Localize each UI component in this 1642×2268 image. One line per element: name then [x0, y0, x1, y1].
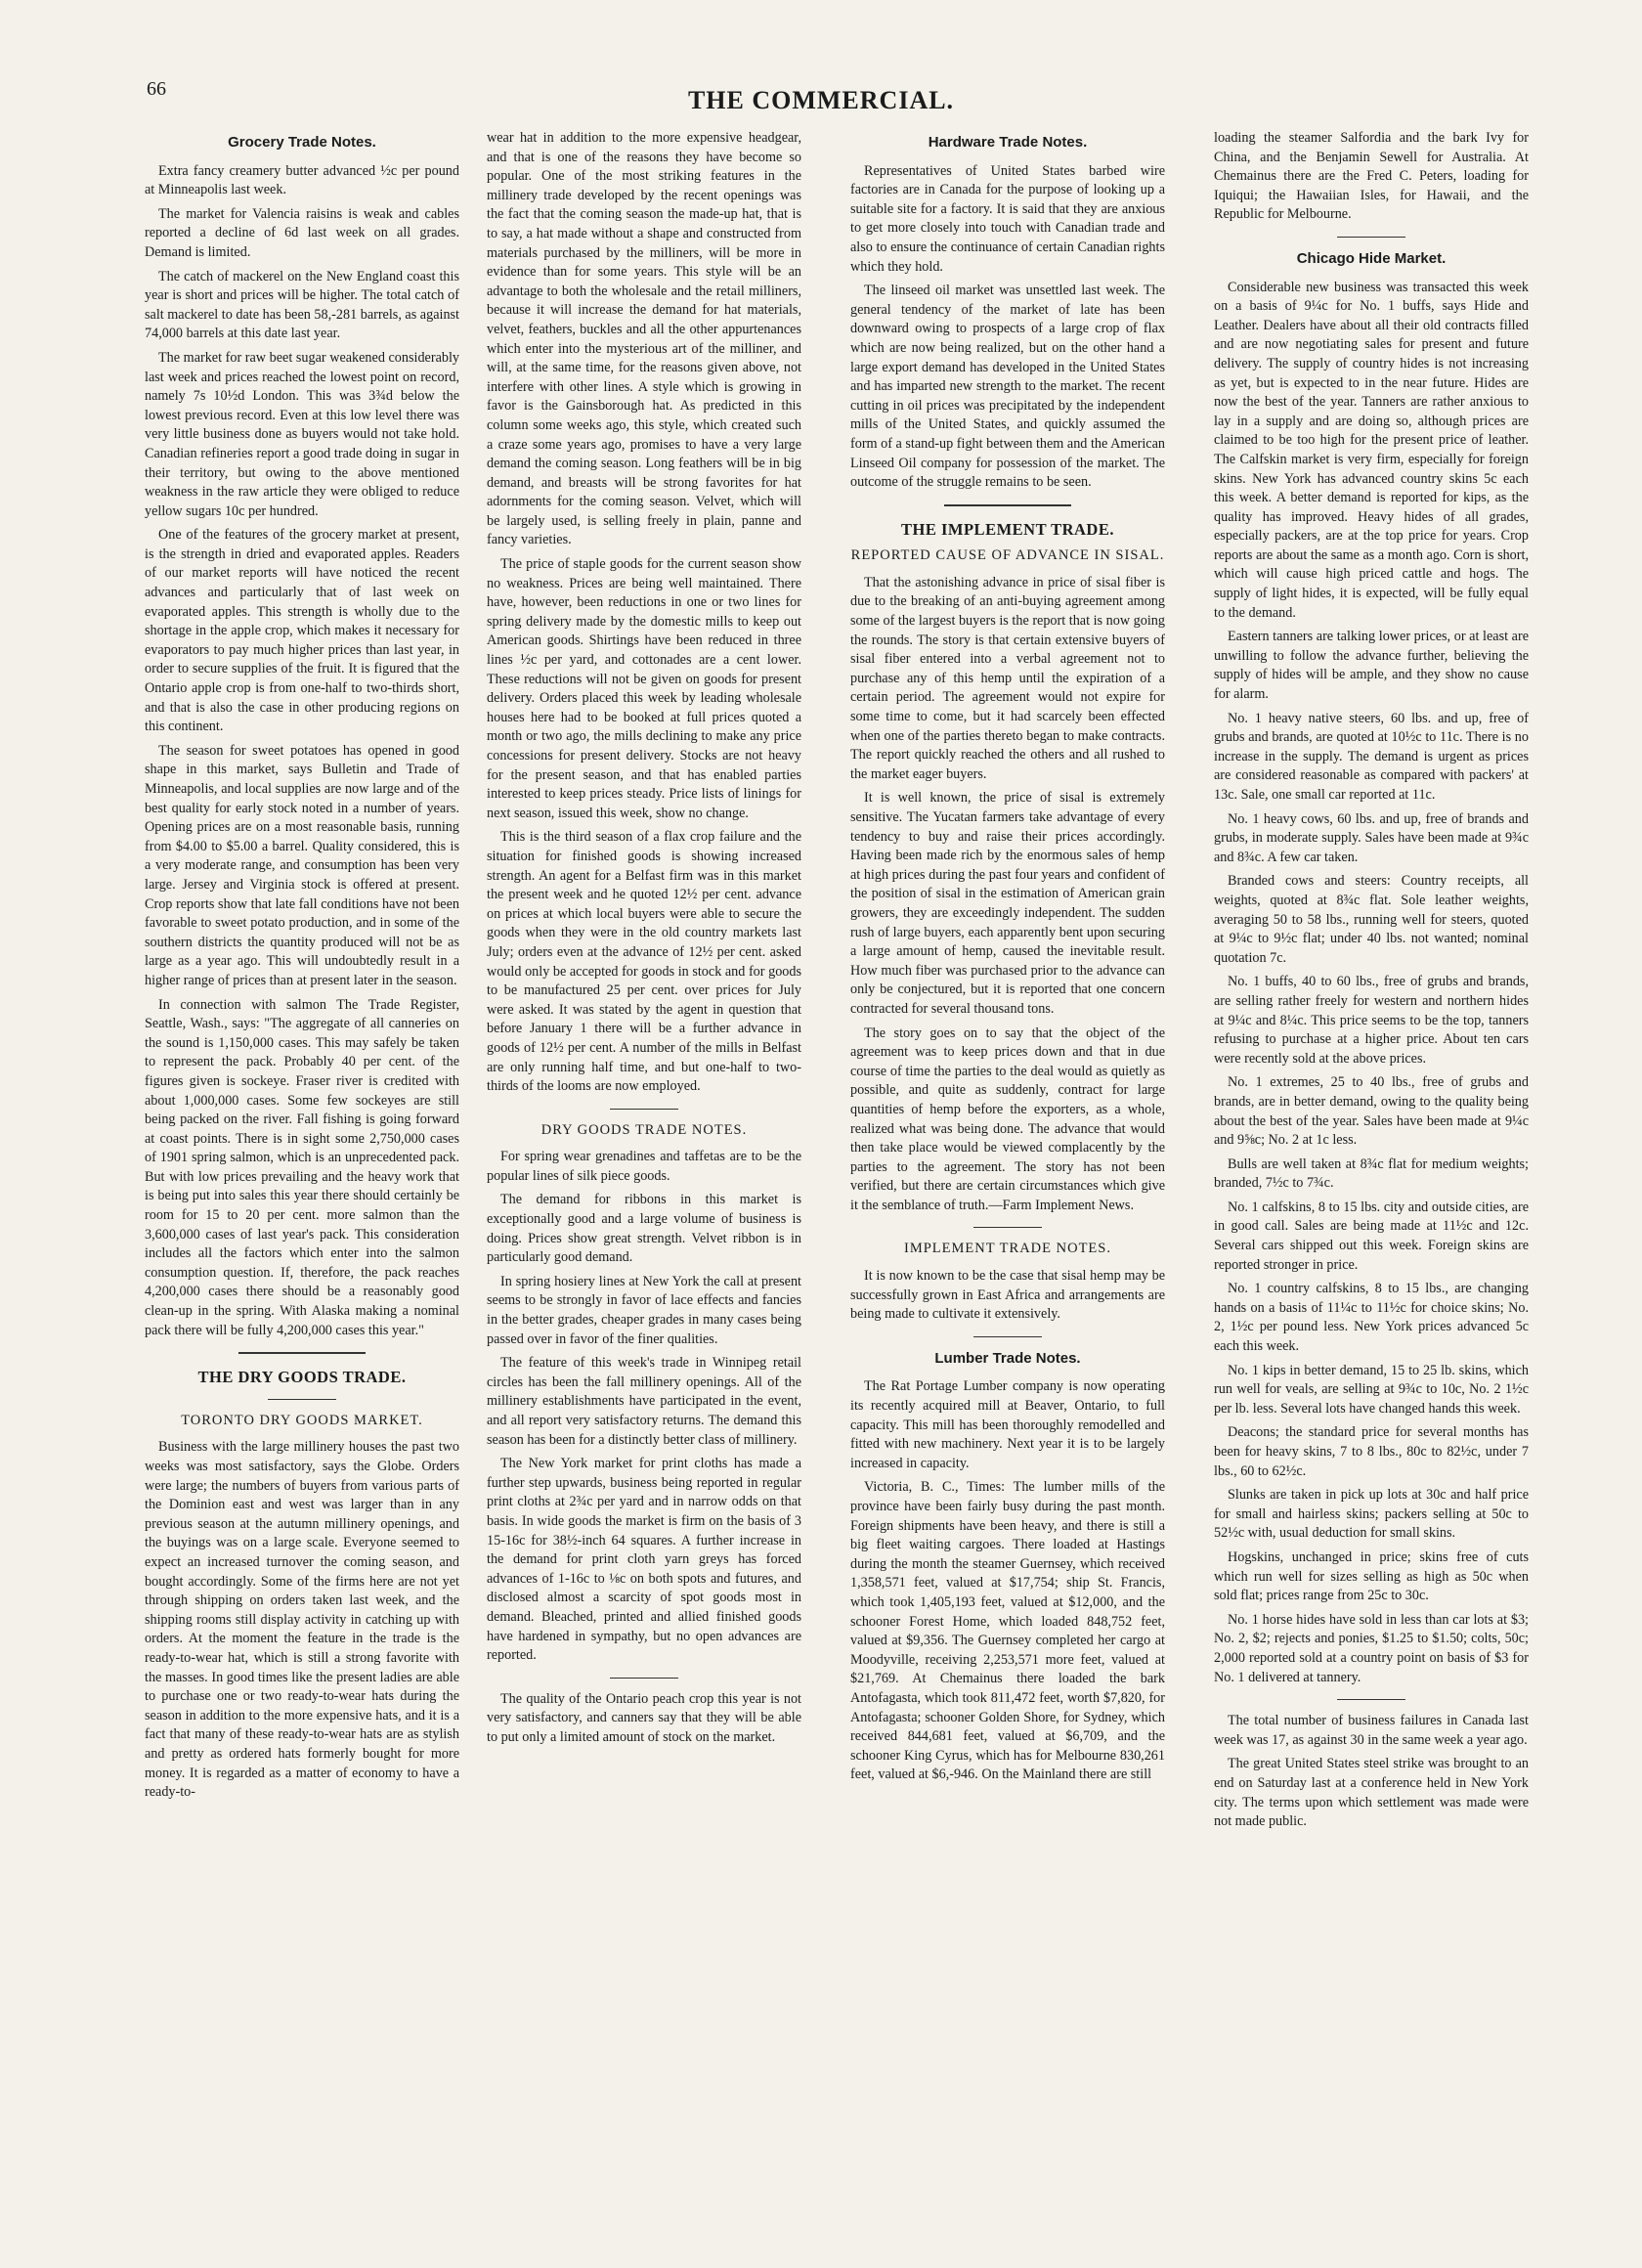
- column-1: [145, 129, 459, 2221]
- article-paragraph: In connection with salmon The Trade Register, Seattle, Wash., says: "The aggregate of all canneries on the sound is 1,150,000 cases. This may safely be taken to represent the pack. Probably 40 per cent. of the figures given is sockeye. Fraser river is credited with about 1,000,000 cases. Some few sockeyes are still being packed on the river. Fall fishing is going forward at coast points. There is in sight some 2,750,000 cases of 1901 spring salmon, which is an unprecedented pack. But with low prices prevailing and the heavy work that is being put into sales this year there should certainly be room for 15 to 20 per cent. more salmon than the 3,600,000 cases of last year's pack. This consideration includes all the factors which enter into the salmon consumption question. If, therefore, the pack reaches 4,200,000 cases there should be a reasonably good clean-up in the spring. With Alaska making a nominal pack there will be fully 4,200,000 cases this year.": [145, 996, 459, 1338]
- section-divider: [238, 1352, 366, 1354]
- chicago-hide-market-heading: Chicago Hide Market.: [1296, 249, 1447, 267]
- article-paragraph: Considerable new business was transacted this week on a basis of 9¼c for No. 1 buffs, says Hide and Leather. Dealers have about all their old contracts filled and are now negotiating sales for present and future delivery. The supply of country hides is not increasing as yet, but is expected to in the near future. Hides are now the best of the year. Tanners are rather anxious to lay in a supply and are doing so, although prices are claimed to be too high for the present price of leather. The Calfskin market is very firm, especially for foreign skins. New York has advanced country skins 5c each this week. A better demand is reported for kips, as the quality has improved. Heavy hides of all grades, especially packers, are at the top price for years. Crop reports are about the same as a month ago. Corn is short, which will cause high priced cattle and hogs. The supply of light hides, it is expected, will be fully equal to the demand.: [1214, 279, 1529, 621]
- toronto-dry-goods-market-heading: TORONTO DRY GOODS MARKET.: [181, 1412, 423, 1428]
- article-paragraph: One of the features of the grocery market at present, is the strength in dried and evaporated apples. Readers of our market reports will have noticed the recent advances and particularly that of last week on evaporated apples. This strength is wholly due to the shortage in the apple crop, which makes it necessary for evaporators to pay much higher prices than last year, in order to secure supplies of the fruit. It is figured that the Ontario apple crop is from one-half to two-thirds short, and that is also the case in other producing regions on this continent.: [145, 527, 459, 735]
- article-paragraph: No. 1 kips in better demand, 15 to 25 lb. skins, which run well for veals, are selling at 9¾c to 10c, No. 2 1½c per lb. less. Several lots have changed hands this week.: [1214, 1362, 1529, 1417]
- hardware-trade-notes-heading: Hardware Trade Notes.: [928, 134, 1088, 151]
- article-paragraph: No. 1 heavy native steers, 60 lbs. and up, free of grubs and brands, are quoted at 10½c to 11c. There is no increase in the supply. The demand is urgent as prices are considered reasonable as compared with packers' at 13c. Sale, one small car reported at 11c.: [1214, 710, 1529, 803]
- section-divider: [973, 1336, 1042, 1337]
- implement-trade-notes-heading: IMPLEMENT TRADE NOTES.: [904, 1241, 1111, 1257]
- article-paragraph: This is the third season of a flax crop failure and the situation for finished goods is showing increased strength. An agent for a Belfast firm was in this market the present week and he quoted 12½ per cent. advance on prices at which local buyers were able to secure the goods when they were in the old country markets last July; orders even at the advance of 12½ per cent. asked would only be accepted for goods in stock and for goods to be manufactured 25 per cent. over prices for July were asked. It was stated by the agent in question that before January 1 there will be a further advance in goods of 12½ per cent. A number of the mills in Belfast are only running half time, and but one-half to two-thirds of the looms are now employed.: [487, 829, 801, 1095]
- sisal-advance-heading: REPORTED CAUSE OF ADVANCE IN SISAL.: [850, 547, 1165, 564]
- article-paragraph: No. 1 horse hides have sold in less than car lots at $3; No. 2, $2; rejects and ponies, $1.25 to $1.50; colts, 50c; 2,000 reported sold at a country point on basis of $3 for No. 1 delivered at tannery.: [1214, 1611, 1529, 1685]
- article-paragraph: No. 1 country calfskins, 8 to 15 lbs., are changing hands on a basis of 11¼c to 11½c for choice skins; No. 2, 1½c per pound less. New York prices advanced 5c each this week.: [1214, 1281, 1529, 1355]
- article-paragraph: Deacons; the standard price for several months has been for heavy skins, 7 to 8 lbs., 80c to 82½c, under 7 lbs., 60 to 62½c.: [1214, 1424, 1529, 1479]
- masthead-title: THE COMMERCIAL.: [687, 86, 955, 114]
- article-paragraph: Hogskins, unchanged in price; skins free of cuts which run well for sizes selling as high as 50c when sold flat; prices range from 25c to 30c.: [1214, 1548, 1529, 1604]
- article-paragraph: The Rat Portage Lumber company is now operating its recently acquired mill at Beaver, Ontario, to full capacity. This mill has been thoroughly remodelled and fitted with new machinery. Next year it is to be largely increased in capacity.: [850, 1378, 1165, 1471]
- grocery-trade-notes-heading: Grocery Trade Notes.: [228, 134, 376, 151]
- article-paragraph: Victoria, B. C., Times: The lumber mills of the province have been fairly busy during the past month. Foreign shipments have been heavy, and there is still a big fleet waiting cargoes. There loaded at Hastings during the month the steamer Guernsey, which received 1,358,571 feet, valued at $17,754; ship St. Francis, which took 1,405,193 feet, valued at $12,000, and the schooner Forest Home, which loaded 848,752 feet, valued at $9,356. The Guernsey completed her cargo at Moodyville, receiving 2,253,571 more feet, valued at $21,769. At Chemainus there loaded the bark Antofagasta, which took 811,472 feet, worth $7,820, for Antofagasta; schooner Golden Shore, for Sydney, which received 844,681 feet, valued at $6,709, and the schooner King Cyrus, which has for Melbourne 830,261 feet, valued at $6,-946. On the Mainland there are still: [850, 1479, 1165, 1783]
- article-paragraph: It is now known to be the case that sisal hemp may be successfully grown in East Africa and arrangements are being made to cultivate it extensively.: [850, 1268, 1165, 1323]
- article-paragraph: The story goes on to say that the object of the agreement was to keep prices down and that in due course of time the parties to the deal would as quietly as possible, and quite as suddenly, contract for large quantities of hemp before the exporters, as a whole, realized what was being done. The advance that would then take place would be viewed complacently by the parties to the agreement. The story has not been verified, but there are certain circumstances which give it the semblance of truth.—Farm Implement News.: [850, 1025, 1165, 1213]
- article-paragraph: No. 1 calfskins, 8 to 15 lbs. city and outside cities, are in good call. Sales are being made at 11½c and 12c. Several cars shipped out this week. Foreign skins are reported stronger in price.: [1214, 1199, 1529, 1273]
- article-paragraph: The market for Valencia raisins is weak and cables reported a decline of 6d last week on all grades. Demand is limited.: [145, 205, 459, 260]
- article-paragraph: The quality of the Ontario peach crop this year is not very satisfactory, and canners say that they will be able to put only a limited amount of stock on the market.: [487, 1690, 801, 1745]
- article-paragraph: The total number of business failures in Canada last week was 17, as against 30 in the same week a year ago.: [1214, 1713, 1529, 1748]
- article-paragraph: That the astonishing advance in price of sisal fiber is due to the breaking of an anti-buying agreement among some of the largest buyers is the report that is now going the rounds. The story is that certain extensive buyers of sisal fiber entered into a verbal agreement not to purchase any of this hemp until the expiration of a certain period. The agreement would not expire for some time to come, but it had scarcely been effected when one of the parties thereto began to make contracts. The report quickly reached the others and all rushed to the market eager buyers.: [850, 574, 1165, 782]
- section-divider: [1337, 237, 1405, 238]
- article-paragraph: The market for raw beet sugar weakened considerably last week and prices reached the lowest point on record, namely 7s 10½d London. This was 3¾d below the lowest previous record. Even at this low level there was very little business done as buyers would not take hold. Canadian refineries report a good trade doing in sugar in their territory, but owing to the above mentioned weakness in the raw article they were obliged to reduce yellow sugars 10c per hundred.: [145, 349, 459, 519]
- article-paragraph: For spring wear grenadines and taffetas are to be the popular lines of silk piece goods.: [487, 1149, 801, 1184]
- article-paragraph: The New York market for print cloths has made a further step upwards, business being reported in regular print cloths at 2¾c per yard and in narrow odds on that basis. In wide goods the market is firm on the basis of 3 15-16c for 38½-inch 64 squares. A further increase in the demand for print cloth yarn greys has forced advances of 1-16c to ⅛c on both spots and futures, and disclosed almost a scarcity of spot goods most in demand. Bleached, printed and allied finished goods have hardened in sympathy, but no open advances are reported.: [487, 1456, 801, 1664]
- article-paragraph: Bulls are well taken at 8¾c flat for medium weights; branded, 7½c to 7¾c.: [1214, 1156, 1529, 1192]
- section-divider: [973, 1227, 1042, 1228]
- article-paragraph: The season for sweet potatoes has opened in good shape in this market, says Bulletin and Trade of Minneapolis, and local supplies are now large and of the best quality for early stock noted in a number of years. Opening prices are on a most reasonable basis, running from $4.00 to $5.00 a barrel. Quality considered, this is a very moderate range, and consumption has been very large. Jersey and Virginia stock is offered at present. Crop reports show that late fall conditions have not been favorable to sweet potato production, and in some of the southern districts the quantity produced will not be as large as a year ago. This will undoubtedly result in a higher range of prices than at present later in the season.: [145, 742, 459, 988]
- column-4: [1214, 129, 1529, 2221]
- article-paragraph: No. 1 heavy cows, 60 lbs. and up, free of brands and grubs, in moderate supply. Sales have been made at 9¾c and 8¾c. A few car taken.: [1214, 810, 1529, 865]
- section-divider: [268, 1399, 336, 1400]
- column-3: [850, 129, 1165, 2221]
- article-paragraph: Slunks are taken in pick up lots at 30c and half price for small and hairless skins; packers selling at 50c to 52½c with, usual deduction for small skins.: [1214, 1487, 1529, 1542]
- article-paragraph: Representatives of United States barbed wire factories are in Canada for the purpose of looking up a suitable site for a factory. It is said that they are anxious to get more closely into touch with Canadian trade and also to ensure the continuance of certain Canadian rights which they hold.: [850, 162, 1165, 275]
- article-paragraph: The great United States steel strike was brought to an end on Saturday last at a conference held in New York city. The terms upon which settlement was made were not made public.: [1214, 1756, 1529, 1830]
- article-paragraph: The feature of this week's trade in Winnipeg retail circles has been the fall millinery openings. All of the millinery establishments have participated in the event, and all report very satisfactory returns. The demand this season has been for a distinctly better class of millinery.: [487, 1355, 801, 1448]
- column-2: [487, 129, 801, 2221]
- article-paragraph: Eastern tanners are talking lower prices, or at least are unwilling to follow the advance further, believing the supply of hides will be ample, and they show no cause for alarm.: [1214, 629, 1529, 703]
- article-paragraph: Branded cows and steers: Country receipts, all weights, quoted at 8¾c flat. Sole leather weights, averaging 50 to 58 lbs., running well for steers, quoted at 9¼c to 9½c flat; under 40 lbs. not wanted; nominal quotation 7c.: [1214, 873, 1529, 966]
- section-divider: [1337, 1699, 1405, 1700]
- article-paragraph: In spring hosiery lines at New York the call at present seems to be strongly in favor of lace effects and fancies in the better grades, cheaper grades in many cases being passed over in favor of the finer qualities.: [487, 1273, 801, 1347]
- article-paragraph: The demand for ribbons in this market is exceptionally good and a large volume of business is doing. Prices show great strength. Velvet ribbon is in particularly good demand.: [487, 1192, 801, 1266]
- article-paragraph: Business with the large millinery houses the past two weeks was most satisfactory, says the Globe. Orders were large; the numbers of buyers from various parts of the Dominion east and west was larger than in any previous season at the autumn millinery openings, and the buyings was on a large scale. Everyone seemed to expect an increased turnover the coming season, and bought accordingly. Some of the firms here are not yet through shipping on orders taken last week, and the shipping rooms still display activity in catching up with orders. At the moment the feature in the trade is the ready-to-wear hat, which is still a strong favorite with the masses. In good times like the present ladies are able to purchase one or two ready-to-wear hats during the season in addition to the more expensive hats, and it is a fact that many of these ready-to-wear hats are as stylish and pretty as ordered hats formerly bought for more money. It is regarded as a matter of economy to have a ready-to-: [145, 1439, 459, 1801]
- article-paragraph: Extra fancy creamery butter advanced ½c per pound at Minneapolis last week.: [145, 162, 459, 198]
- dry-goods-trade-notes-heading: DRY GOODS TRADE NOTES.: [540, 1121, 748, 1138]
- article-paragraph: The price of staple goods for the current season show no weakness. Prices are being well maintained. There have, however, been reductions in one or two lines for spring delivery made by the domestic mills to keep out American goods. Shirtings have been reduced in three lines ½c per yard, and cottonades are a cent lower. These reductions will not be given on goods for present delivery. Orders placed this week by leading wholesale houses here had to be booked at full prices quoted a month or two ago, the mills declining to make any price concessions for present delivery. Stocks are not heavy for the present season, and that has enabled parties interested to keep prices steady. Price lists of linings for next season, issued this week, show no change.: [487, 556, 801, 821]
- section-divider: [610, 1109, 678, 1110]
- article-paragraph: No. 1 extremes, 25 to 40 lbs., free of grubs and brands, are in better demand, owing to the quality being about the best of the year. Sales have been made at 9¼c and 9⅝c; No. 2 at 1c less.: [1214, 1074, 1529, 1149]
- implement-trade-heading: THE IMPLEMENT TRADE.: [901, 519, 1114, 539]
- article-paragraph: wear hat in addition to the more expensive headgear, and that is one of the reasons they have become so popular. One of the most striking features in the millinery trade developed by the recent openings was the fact that the coming season the made-up hat, that is to say, a hat made without a shape and constructed from materials purchased by the milliners, will be more in evidence than for some years. This style will be an advantage to both the wholesale and the retail milliners, because it will increase the demand for hat materials, velvet, feathers, buckles and all the other appurtenances which enter into the mysterious art of the milliner, and will, at the same time, for the reasons given above, not interfere with other lines. A style which is growing in favor is the Gainsborough hat. As predicted in this column some weeks ago, this style, which created such a craze some years ago, promises to have a very large demand the coming season. Long feathers will be in big demand, and breasts will be strong favorites for hat adornments for the coming season. Velvet, which will be largely used, is selling freely in plain, panne and fancy varieties.: [487, 130, 801, 548]
- lumber-trade-notes-heading: Lumber Trade Notes.: [934, 1349, 1081, 1367]
- article-paragraph: No. 1 buffs, 40 to 60 lbs., free of grubs and brands, are selling rather freely for western and northern hides at 9¼c and 8¼c. This price seems to be the top, tanners refusing to purchase at a higher price. About ten cars were recently sold at the above prices.: [1214, 974, 1529, 1067]
- article-paragraph: The catch of mackerel on the New England coast this year is short and prices will be higher. The total catch of salt mackerel to date has been 58,-281 barrels, as against 74,000 barrels at this date last year.: [145, 268, 459, 342]
- article-paragraph: The linseed oil market was unsettled last week. The general tendency of the market of late has been downward owing to prospects of a large crop of flax which are now being realized, but on the other hand a large export demand has developed in the United States and has imparted new strength to the market. The recent cutting in oil prices was precipitated by the independent mills of the United States, and quickly assumed the form of a stand-up fight between them and the American Linseed Oil company for possession of the market. The outcome of the struggle remains to be seen.: [850, 283, 1165, 491]
- article-paragraph: It is well known, the price of sisal is extremely sensitive. The Yucatan farmers take advantage of every tendency to buy and raise their prices accordingly. Having been made rich by the enormous sales of hemp at high prices during the past four years and confident of the position of sisal in the estimation of American grain growers, they are exceedingly independent. The sudden rush of large buyers, each apparently bent upon securing a large amount of hemp, caused the inevitable result. How much fiber was purchased prior to the advance can only be conjectured, but it is reported that one concern contracted for several thousand tons.: [850, 790, 1165, 1017]
- article-paragraph: loading the steamer Salfordia and the bark Ivy for China, and the Benjamin Sewell for Australia. At Chemainus there are the Fred C. Peters, loading for Iquiqui; the Hawaiian Isles, for Hawaii, and the Republic for Melbourne.: [1214, 130, 1529, 223]
- page-number: 66: [147, 78, 166, 100]
- dry-goods-trade-heading: THE DRY GOODS TRADE.: [197, 1368, 407, 1387]
- section-divider: [944, 504, 1071, 506]
- section-divider: [610, 1678, 678, 1679]
